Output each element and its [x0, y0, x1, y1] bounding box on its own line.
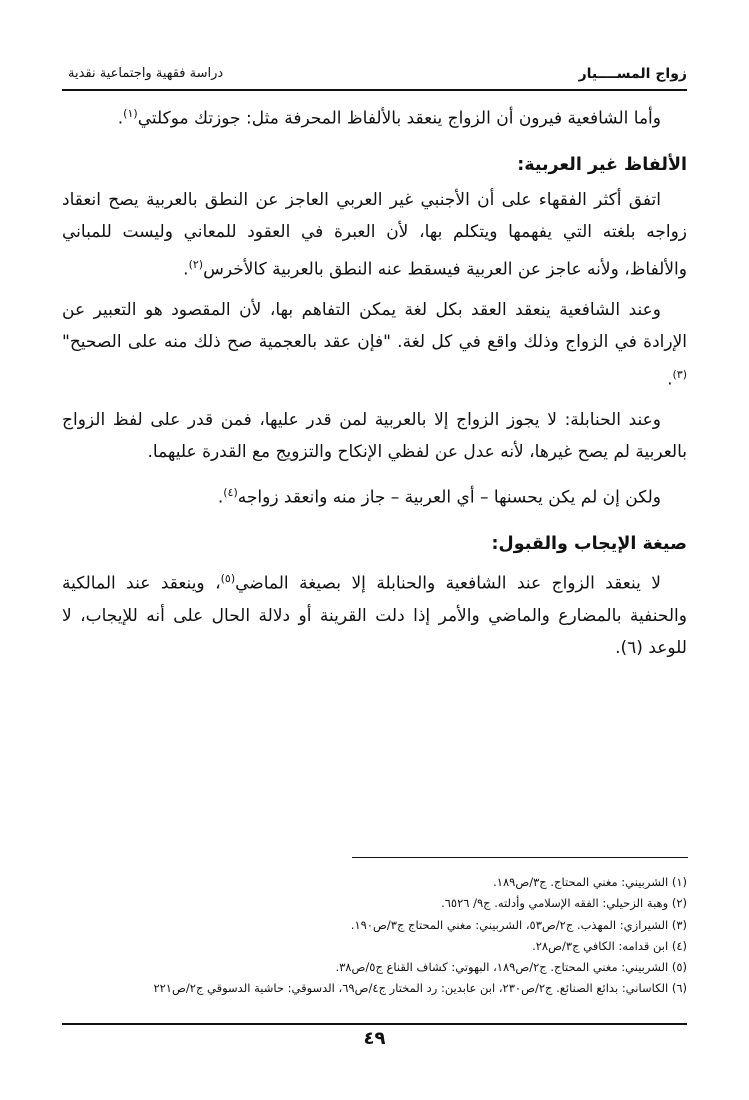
- footnote: (٢) وهبة الزحيلي: الفقه الإسلامي وأدلته. ج٩/ ٦٥٢٦.: [441, 896, 687, 911]
- page-number: ٤٩: [363, 1028, 386, 1049]
- footer-rule: [62, 1023, 687, 1025]
- footnote: (١) الشربيني: مغني المحتاج. ج٣/ص١٨٩.: [493, 875, 687, 889]
- paragraph: لا ينعقد الزواج عند الشافعية والحنابلة إلا بصيغة الماضي$^{(٥)}$، وينعقد عند المالكية والحنفية بالمضارع والماضي والأمر إذا دلت القرينة أو دلالة الحال على أنه للإيجاب، لا للوعد (٦).: [62, 571, 687, 659]
- running-subtitle: دراسة فقهية واجتماعية نقدية: [68, 66, 224, 81]
- section-heading: الألفاظ غير العربية:: [517, 155, 687, 176]
- footnote: (٤) ابن قدامه: الكافي ج٣/ص٢٨.: [532, 938, 687, 953]
- footnote: (٥) الشربيني: مغني المحتاج. ج٢/ص١٨٩، البهوتي: كشاف القناع ج٥/ص٣٨.: [335, 960, 687, 975]
- paragraph: ولكن إن لم يكن يحسنها – أي العربية – جاز منه وانعقد زواجه$^{(٤)}$.: [217, 485, 661, 508]
- footnote: (٦) الكاساني: بدائع الصنائع. ج٢/ص٢٣٠، ابن عابدين: رد المختار ج٤/ص٦٩، الدسوقي: حاشية الدسوقي ج٢/ص٢٢١: [153, 981, 687, 996]
- footnote-rule: [352, 857, 688, 858]
- section-heading: صيغة الإيجاب والقبول:: [491, 534, 687, 555]
- footnotes: [62, 872, 687, 1000]
- paragraph: اتفق أكثر الفقهاء على أن الأجنبي غير العربي العاجز عن النطق بالعربية يصح انعقاد زواجه بلغته التي يفهمها ويتكلم بها، لأن العبرة في العقود للمعاني وليست للمباني والألفاظ، ولأنه عاجز عن العربية فيسقط عنه النطق بالعربية كالأخرس$^{(٢)}$.: [62, 189, 687, 280]
- running-title: زواج المســــيار: [578, 66, 687, 82]
- body-text: [62, 98, 687, 673]
- paragraph: وأما الشافعية فيرون أن الزواج ينعقد بالألفاظ المحرفة مثل: جوزتك موكلتي$^{(١)}$.: [117, 107, 661, 129]
- footnote: (٣) الشيرازي: المهذب. ج٢/ص٥٣، الشربيني: مغني المحتاج ج٣/ص١٩٠.: [350, 917, 687, 932]
- paragraph: وعند الحنابلة: لا يجوز الزواج إلا بالعربية لمن قدر عليها، فمن قدر على لفظ الزواج بالعربية لم يصح غيرها، لأنه عدل عن لفظي الإنكاح والتزويج مع القدرة عليهما.: [62, 409, 687, 463]
- paragraph: وعند الشافعية ينعقد العقد بكل لغة يمكن التفاهم بها، لأن المقصود هو التعبير عن الإرادة في الزواج وذلك واقع في كل لغة. "فإن عقد بالعجمية صح ذلك منه على الصحيح"$^{(٣)}$.: [62, 299, 687, 390]
- header-rule: [62, 89, 687, 91]
